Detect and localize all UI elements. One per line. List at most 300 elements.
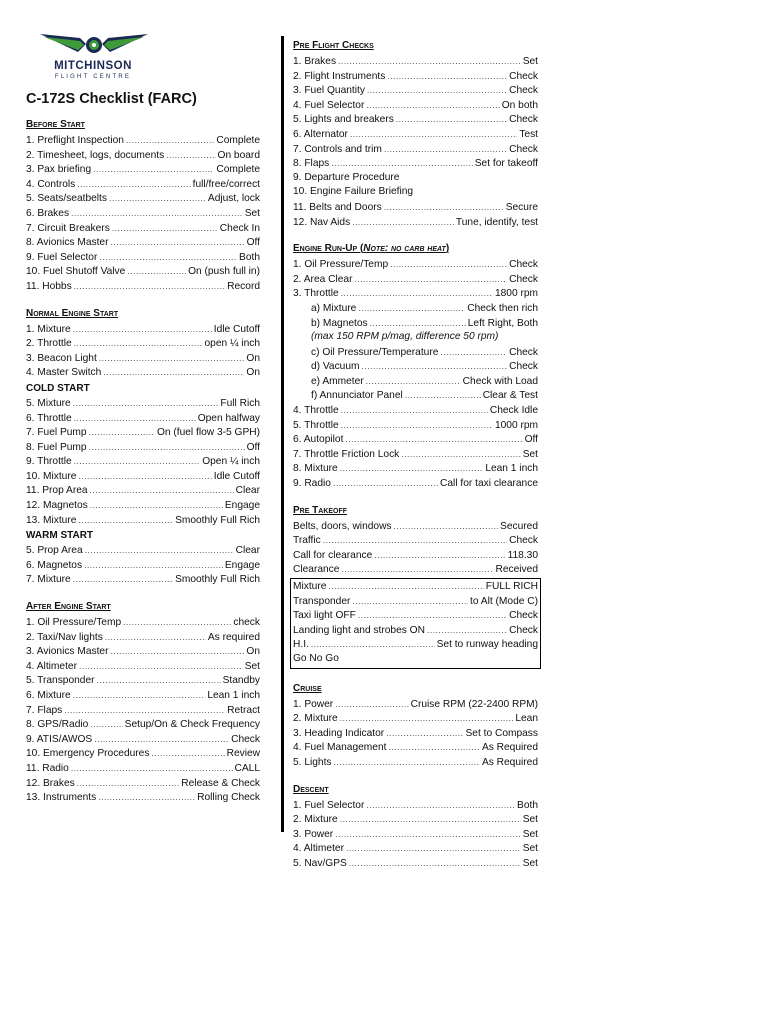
dot-leader xyxy=(401,447,520,462)
checklist-item-call-for-clearance xyxy=(293,548,538,563)
item-value: Full Rich xyxy=(220,397,260,409)
checklist-item-9-departure-procedure: 9. Departure Procedure xyxy=(293,171,400,183)
dot-leader xyxy=(338,54,521,69)
item-value: 1000 rpm xyxy=(494,419,538,431)
checklist-note: (max 150 RPM p/mag, difference 50 rpm) xyxy=(311,331,499,343)
checklist-item-6-alternator xyxy=(293,127,538,142)
checklist-item-10-emergency-procedures xyxy=(26,746,260,761)
checklist-item-4-fuel-selector xyxy=(293,98,538,113)
item-value: Lean 1 inch xyxy=(485,463,538,475)
item-label: 2. Taxi/Nav lights xyxy=(26,631,103,643)
checklist-item-7-throttle-friction-lock xyxy=(293,447,538,462)
dot-leader xyxy=(328,579,483,594)
item-label: e) Ammeter xyxy=(311,375,364,387)
item-value: CALL xyxy=(234,762,260,774)
checklist-item-5-nav-gps xyxy=(293,856,538,871)
checklist-item-4-controls xyxy=(26,177,260,192)
section-heading-engine-run-up xyxy=(293,241,538,257)
item-label: 4. Altimeter xyxy=(293,843,344,855)
dot-leader xyxy=(370,316,466,331)
dot-leader xyxy=(85,543,234,558)
item-label: Call for clearance xyxy=(293,549,373,561)
checklist-item-4-altimeter xyxy=(293,841,538,856)
item-value: On both xyxy=(501,99,538,111)
checklist-item-5-seats-seatbelts xyxy=(26,191,260,206)
item-label: 1. Preflight Inspection xyxy=(26,135,124,146)
item-value: Check xyxy=(509,346,538,358)
item-label: 3. Throttle xyxy=(293,288,339,300)
dot-leader xyxy=(73,322,212,337)
item-label: 3. Heading Indicator xyxy=(293,727,385,739)
dot-leader xyxy=(94,732,229,747)
dot-leader xyxy=(79,659,243,674)
dot-leader xyxy=(166,148,215,163)
checklist-item-2-throttle xyxy=(26,336,260,351)
checklist-item-a-mixture xyxy=(293,301,538,316)
checklist-item-4-master-switch xyxy=(26,365,260,380)
item-value: Check xyxy=(509,114,538,126)
dot-leader xyxy=(127,264,186,279)
item-value: Open ¼ inch xyxy=(202,456,260,468)
item-label: 8. Avionics Master xyxy=(26,237,109,249)
item-label: 5. Throttle xyxy=(293,419,339,431)
item-value: Both xyxy=(517,799,538,811)
item-label: 6. Autopilot xyxy=(293,434,344,446)
dot-leader xyxy=(73,396,219,411)
item-value: Test xyxy=(519,128,538,140)
dot-leader xyxy=(109,191,206,206)
item-value: On (push full in) xyxy=(188,266,260,278)
item-value: Check xyxy=(509,535,538,547)
item-value: Clear xyxy=(235,545,260,557)
column-divider xyxy=(281,36,284,832)
section-heading-before-start: Before Start xyxy=(26,119,85,130)
mitchinson-logo xyxy=(38,30,150,84)
checklist-item-1-power xyxy=(293,697,538,712)
item-label: Transponder xyxy=(293,595,351,607)
dot-leader xyxy=(367,83,507,98)
item-value: On xyxy=(246,352,260,364)
item-value: Check xyxy=(509,259,538,271)
checklist-item-3-throttle xyxy=(293,286,538,301)
checklist-item-3-heading-indicator xyxy=(293,726,538,741)
dot-leader xyxy=(345,432,522,447)
item-value: 118.30 xyxy=(507,549,538,561)
dot-leader xyxy=(74,279,225,294)
item-label: 6. Throttle xyxy=(26,412,72,424)
item-value: On board xyxy=(217,149,260,161)
dot-leader xyxy=(341,286,493,301)
checklist-item-9-radio xyxy=(293,476,538,491)
item-value: Release & Check xyxy=(181,777,260,789)
logo-subtitle: FLIGHT CENTRE xyxy=(54,74,132,80)
section-heading-pre-flight-checks: Pre Flight Checks xyxy=(293,40,374,51)
item-label: 9. Fuel Selector xyxy=(26,251,98,263)
dot-leader xyxy=(358,608,507,623)
item-value: Standby xyxy=(222,675,260,687)
item-label: 1. Oil Pressure/Temp xyxy=(26,617,122,629)
checklist-item-5-mixture xyxy=(26,396,260,411)
dot-leader xyxy=(440,345,507,360)
item-label: 5. Prop Area xyxy=(26,545,83,557)
item-value: Check xyxy=(509,624,538,636)
item-value: check xyxy=(233,617,260,629)
item-value: Check with Load xyxy=(462,375,538,387)
checklist-item-10-engine-failure-briefing: 10. Engine Failure Briefing xyxy=(293,186,414,198)
item-label: 3. Beacon Light xyxy=(26,352,97,364)
checklist-item-10-mixture xyxy=(26,469,260,484)
item-label: 2. Flight Instruments xyxy=(293,70,386,82)
dot-leader xyxy=(151,746,224,761)
item-value: On xyxy=(246,646,260,658)
item-value: Set xyxy=(522,448,538,460)
checklist-item-1-mixture xyxy=(26,322,260,337)
item-label: 5. Seats/seatbelts xyxy=(26,193,107,205)
checklist-item-6-magnetos xyxy=(26,558,260,573)
item-value: Cruise RPM (22-2400 RPM) xyxy=(410,698,538,710)
dot-leader xyxy=(331,156,473,171)
dot-leader xyxy=(90,498,223,513)
dot-leader xyxy=(388,740,479,755)
item-value: Set xyxy=(522,857,538,869)
item-value: Complete xyxy=(216,164,260,176)
checklist-item-5-prop-area xyxy=(26,543,260,558)
section-heading-cold-start: COLD START xyxy=(26,382,90,394)
item-value: Engage xyxy=(224,559,260,571)
checklist-item-5-transponder xyxy=(26,673,260,688)
checklist-item-7-circuit-breakers xyxy=(26,221,260,236)
item-label: c) Oil Pressure/Temperature xyxy=(311,346,439,358)
item-value: Idle Cutoff xyxy=(213,470,260,482)
dot-leader xyxy=(77,177,190,192)
checklist-item-e-ammeter xyxy=(293,374,538,389)
item-label: 13. Mixture xyxy=(26,514,77,526)
item-value: Both xyxy=(239,251,260,263)
item-label: Landing light and strobes ON xyxy=(293,624,425,636)
checklist-item-taxi-light-off xyxy=(293,608,538,623)
item-value: Clear & Test xyxy=(482,390,538,402)
item-value: Set xyxy=(522,56,538,67)
item-label: 7. Mixture xyxy=(26,574,71,586)
dot-leader xyxy=(335,697,408,712)
checklist-item-1-oil-pressure-temp xyxy=(293,257,538,272)
dot-leader xyxy=(427,623,507,638)
item-value: Complete xyxy=(216,135,260,146)
dot-leader xyxy=(64,703,225,718)
dot-leader xyxy=(384,142,507,157)
item-value: Set to Compass xyxy=(465,727,538,739)
item-label: 5. Lights xyxy=(293,756,332,768)
item-label: 6. Brakes xyxy=(26,207,70,219)
dot-leader xyxy=(74,336,203,351)
item-value: Received xyxy=(495,564,538,576)
item-label: 12. Brakes xyxy=(26,777,75,789)
item-label: a) Mixture xyxy=(311,302,357,314)
section-heading-warm-start: WARM START xyxy=(26,530,94,542)
section-heading-cruise: Cruise xyxy=(293,682,322,694)
dot-leader xyxy=(387,69,507,84)
item-label: 8. GPS/Radio xyxy=(26,719,89,731)
item-label: 2. Mixture xyxy=(293,713,338,725)
checklist-item-4-altimeter xyxy=(26,659,260,674)
item-value: Set xyxy=(522,843,538,855)
checklist-item-3-power xyxy=(293,827,538,842)
item-label: 5. Lights and breakers xyxy=(293,114,394,126)
checklist-item-belts-doors-windows xyxy=(293,519,538,534)
checklist-item-9-fuel-selector xyxy=(26,250,260,265)
dot-leader xyxy=(99,250,237,265)
item-label: 12. Nav Aids xyxy=(293,216,351,228)
item-value: Open halfway xyxy=(197,412,260,424)
item-value: 1800 rpm xyxy=(494,288,538,300)
checklist-item-8-mixture xyxy=(293,461,538,476)
checklist-item-11-prop-area xyxy=(26,483,260,498)
checklist-item-go-no-go: Go No Go xyxy=(293,652,339,664)
checklist-item-9-throttle xyxy=(26,454,260,469)
checklist-item-5-throttle xyxy=(293,418,538,433)
dot-leader xyxy=(354,272,507,287)
item-label: 5. Mixture xyxy=(26,397,71,409)
dot-leader xyxy=(341,403,488,418)
item-label: 4. Altimeter xyxy=(26,660,77,672)
checklist-item-2-area-clear xyxy=(293,272,538,287)
section-heading-descent: Descent xyxy=(293,783,329,795)
dot-leader xyxy=(335,827,521,842)
checklist-item-3-avionics-master xyxy=(26,644,260,659)
item-value: Call for taxi clearance xyxy=(440,478,538,490)
checklist-item-c-oil-pressure-temperature xyxy=(293,345,538,360)
checklist-item-1-preflight-inspection xyxy=(26,133,260,148)
item-label: Belts, doors, windows xyxy=(293,520,392,532)
checklist-item-8-avionics-master xyxy=(26,235,260,250)
checklist-item-7-mixture xyxy=(26,572,260,587)
checklist-item-8-gps-radio xyxy=(26,717,260,732)
dot-leader xyxy=(384,200,504,215)
item-value: Review xyxy=(226,748,260,760)
checklist-item-b-magnetos xyxy=(293,316,538,331)
engine-run-up-heading-text: Engine Run-Up ( xyxy=(293,243,364,255)
checklist-item-9-atis-awos xyxy=(26,732,260,747)
dot-leader xyxy=(78,513,173,528)
dot-leader xyxy=(74,454,201,469)
dot-leader xyxy=(390,257,507,272)
dot-leader xyxy=(396,112,507,127)
dot-leader xyxy=(89,440,245,455)
item-value: full/free/correct xyxy=(192,178,260,190)
dot-leader xyxy=(394,519,499,534)
item-value: Secure xyxy=(505,201,538,213)
checklist-item-transponder xyxy=(293,594,538,609)
dot-leader xyxy=(123,615,231,630)
dot-leader xyxy=(89,425,155,440)
boxed-checklist xyxy=(290,578,541,669)
dot-leader xyxy=(311,637,435,652)
checklist-item-landing-light-and-strobes-on xyxy=(293,623,538,638)
item-value: Set xyxy=(244,660,260,672)
dot-leader xyxy=(340,461,484,476)
item-label: 1. Brakes xyxy=(293,56,337,67)
checklist-item-7-flaps xyxy=(26,703,260,718)
item-value: Check xyxy=(231,733,260,745)
dot-leader xyxy=(386,726,463,741)
item-value: Set xyxy=(522,814,538,826)
dot-leader xyxy=(84,558,223,573)
item-value: Lean 1 inch xyxy=(207,690,260,701)
dot-leader xyxy=(341,418,493,433)
checklist-item-3-beacon-light xyxy=(26,351,260,366)
item-value: open ¼ inch xyxy=(204,338,260,350)
item-label: 7. Fuel Pump xyxy=(26,427,87,439)
checklist-item-8-fuel-pump xyxy=(26,440,260,455)
dot-leader xyxy=(358,301,465,316)
checklist-item-13-mixture xyxy=(26,513,260,528)
item-label: 7. Circuit Breakers xyxy=(26,222,110,234)
item-value: Check xyxy=(509,273,538,285)
item-label: 1. Power xyxy=(293,698,334,710)
item-value: Record xyxy=(227,280,260,292)
checklist-item-5-lights xyxy=(293,755,538,770)
item-label: 4. Fuel Selector xyxy=(293,99,365,111)
checklist-item-2-taxi-nav-lights xyxy=(26,630,260,645)
item-label: 8. Flaps xyxy=(293,158,330,170)
dot-leader xyxy=(98,790,195,805)
dot-leader xyxy=(90,483,234,498)
checklist-item-4-throttle xyxy=(293,403,538,418)
checklist-item-d-vacuum xyxy=(293,359,538,374)
checklist-item-3-pax-briefing xyxy=(26,162,260,177)
item-label: Taxi light OFF xyxy=(293,610,356,622)
checklist-item-4-fuel-management xyxy=(293,740,538,755)
item-label: 7. Throttle Friction Lock xyxy=(293,448,400,460)
item-label: 11. Prop Area xyxy=(26,485,88,497)
dot-leader xyxy=(350,127,517,142)
item-value: Off xyxy=(246,441,260,453)
checklist-item-1-oil-pressure-temp xyxy=(26,615,260,630)
dot-leader xyxy=(352,594,468,609)
dot-leader xyxy=(405,388,481,403)
item-label: 4. Controls xyxy=(26,178,76,190)
item-value: On (fuel flow 3-5 GPH) xyxy=(156,427,260,439)
checklist-item-traffic xyxy=(293,533,538,548)
item-label: 3. Avionics Master xyxy=(26,646,109,658)
checklist-item-1-fuel-selector xyxy=(293,798,538,813)
checklist-item-11-hobbs xyxy=(26,279,260,294)
checklist-item-13-instruments xyxy=(26,790,260,805)
item-label: 1. Mixture xyxy=(26,323,71,335)
item-label: 11. Belts and Doors xyxy=(293,201,382,213)
item-value: FULL RICH xyxy=(485,581,538,592)
item-label: 5. Transponder xyxy=(26,675,95,687)
item-label: 1. Oil Pressure/Temp xyxy=(293,259,389,271)
item-value: to Alt (Mode C) xyxy=(470,595,538,607)
dot-leader xyxy=(366,98,499,113)
item-label: f) Annunciator Panel xyxy=(311,390,403,402)
item-label: 11. Radio xyxy=(26,762,69,774)
dot-leader xyxy=(105,630,206,645)
dot-leader xyxy=(73,572,173,587)
item-label: 9. Radio xyxy=(293,478,331,490)
section-heading-after-engine-start: After Engine Start xyxy=(26,601,111,613)
item-label: 9. ATIS/AWOS xyxy=(26,733,93,745)
item-value: Setup/On & Check Frequency xyxy=(124,719,260,731)
dot-leader xyxy=(374,548,505,563)
item-value: Check xyxy=(509,143,538,155)
item-label: H.I. xyxy=(293,639,309,651)
item-value: Smoothly Full Rich xyxy=(175,514,260,526)
right-column xyxy=(293,38,538,871)
checklist-item-mixture xyxy=(293,579,538,594)
dot-leader xyxy=(103,365,244,380)
dot-leader xyxy=(74,411,196,426)
dot-leader xyxy=(349,856,521,871)
item-value: Adjust, lock xyxy=(207,193,260,205)
checklist-item-2-mixture xyxy=(293,812,538,827)
checklist-item-2-flight-instruments xyxy=(293,69,538,84)
item-value: Check Idle xyxy=(489,405,538,417)
item-label: 8. Fuel Pump xyxy=(26,441,87,453)
item-label: 8. Mixture xyxy=(293,463,338,475)
item-label: 4. Throttle xyxy=(293,405,339,417)
item-label: 7. Controls and trim xyxy=(293,143,382,155)
item-label: 10. Emergency Procedures xyxy=(26,748,150,760)
dot-leader xyxy=(362,359,508,374)
item-value: Check In xyxy=(219,222,260,234)
item-value: Left Right, Both xyxy=(467,317,538,329)
item-label: 2. Throttle xyxy=(26,338,72,350)
item-value: As Required xyxy=(481,756,538,768)
item-label: 5. Nav/GPS xyxy=(293,857,347,869)
item-label: 2. Timesheet, logs, documents xyxy=(26,149,165,161)
dot-leader xyxy=(333,476,438,491)
dot-leader xyxy=(110,644,244,659)
dot-leader xyxy=(323,533,507,548)
item-label: 3. Power xyxy=(293,828,334,840)
checklist-item-5-lights-and-breakers xyxy=(293,112,538,127)
checklist-item-7-fuel-pump xyxy=(26,425,260,440)
item-label: 6. Magnetos xyxy=(26,559,83,571)
item-label: 7. Flaps xyxy=(26,704,63,716)
checklist-item-6-throttle xyxy=(26,411,260,426)
dot-leader xyxy=(346,841,521,856)
dot-leader xyxy=(340,812,521,827)
item-value: Set xyxy=(244,207,260,219)
item-value: As required xyxy=(207,631,260,643)
item-label: 3. Fuel Quantity xyxy=(293,85,365,97)
item-label: d) Vacuum xyxy=(311,361,360,373)
engine-run-up-close: ) xyxy=(445,243,450,255)
dot-leader xyxy=(77,776,180,791)
dot-leader xyxy=(71,761,233,776)
dot-leader xyxy=(366,374,461,389)
dot-leader xyxy=(340,711,514,726)
item-label: Traffic xyxy=(293,535,321,547)
checklist-item-12-magnetos xyxy=(26,498,260,513)
dot-leader xyxy=(97,673,221,688)
item-value: Off xyxy=(246,237,260,249)
checklist-item-clearance xyxy=(293,562,538,577)
item-value: Check then rich xyxy=(467,302,538,314)
dot-leader xyxy=(73,688,206,703)
item-label: 2. Area Clear xyxy=(293,273,353,285)
item-value: On xyxy=(246,367,260,379)
item-label: b) Magnetos xyxy=(311,317,368,329)
dot-leader xyxy=(93,162,214,177)
checklist-item-11-belts-and-doors xyxy=(293,200,538,215)
item-label: 6. Alternator xyxy=(293,128,348,140)
item-value: Lean xyxy=(515,713,538,725)
checklist-item-11-radio xyxy=(26,761,260,776)
item-label: 6. Mixture xyxy=(26,690,71,701)
